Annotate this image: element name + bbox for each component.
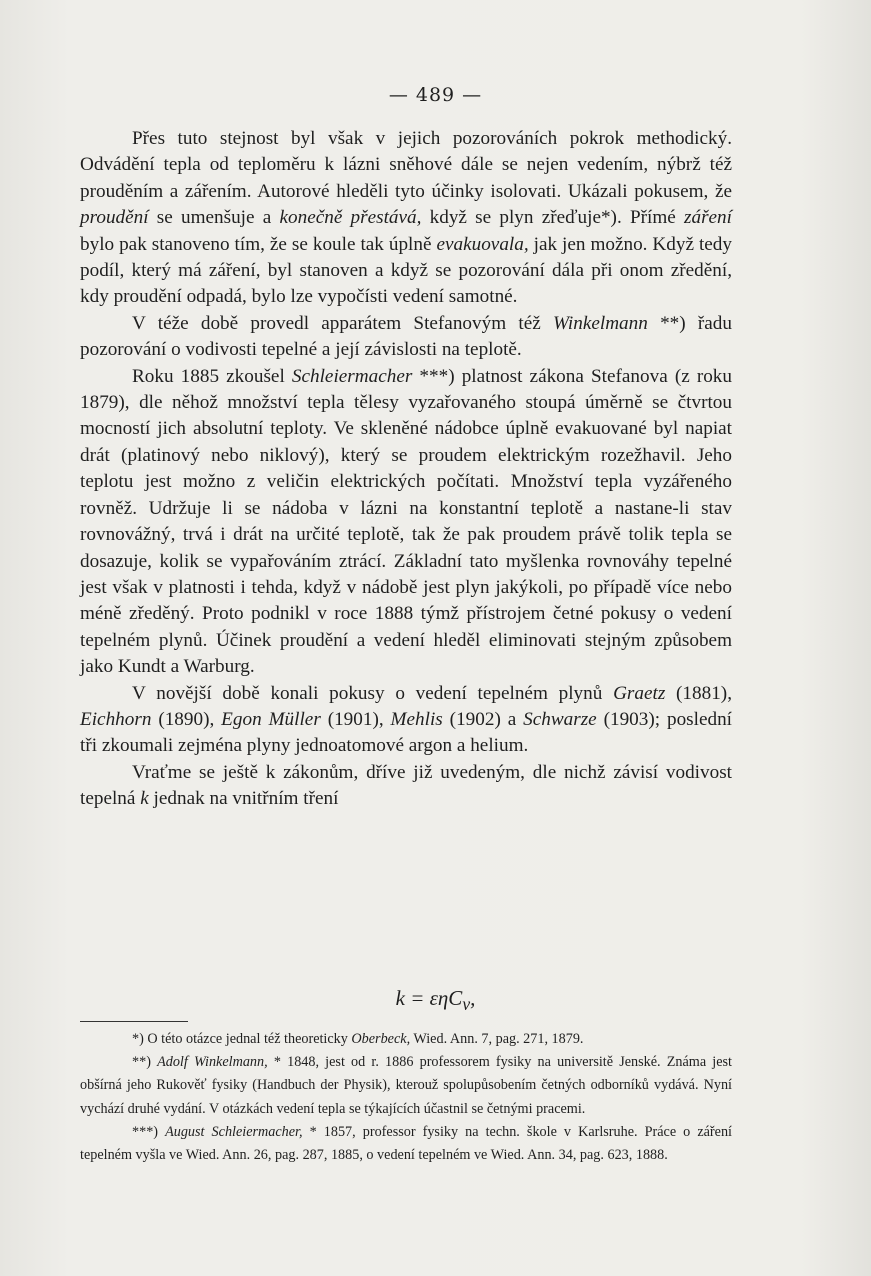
italic-text: Graetz [613, 682, 666, 704]
formula-subscript: v [462, 994, 471, 1015]
text-run: jak jen možno. Když tedy podíl, který má záření, byl stanoven a když se pozorování dála při onom zředění, kdy proudění odpadá, bylo lze vypočísti vedení samotné. [80, 233, 732, 308]
text-run: jednak na vnitřním tření [148, 788, 339, 810]
italic-text: Adolf Winkelmann, [157, 1054, 268, 1071]
body-text [80, 126, 732, 813]
text-run: (1902) a [442, 708, 524, 730]
formula [0, 986, 871, 1015]
text-run: **) řadu pozorování o vodivosti tepelné a její závislosti na teplotě. [80, 312, 732, 361]
italic-text: proudění [80, 207, 149, 229]
text-run: (1881), [665, 682, 732, 704]
footnote-divider [80, 1021, 188, 1022]
formula-main: k = εηC [395, 986, 463, 1010]
text-run: V novější době konali pokusy o vedení tepelném plynů [132, 682, 614, 704]
footnotes [80, 1028, 732, 1167]
italic-text: k [140, 788, 149, 810]
footnote [80, 1121, 732, 1167]
page-number: — 489 — [388, 84, 483, 106]
paragraph [80, 681, 732, 760]
italic-text: Eichhorn [80, 708, 152, 730]
text-run: Roku 1885 zkoušel [132, 365, 292, 387]
text-run: (1903); poslední tři zkoumali zejména plyny jednoatomové argon a helium. [80, 708, 733, 757]
text-run: **) [132, 1054, 158, 1071]
text-run: V téže době provedl apparátem Stefanovým též [132, 312, 553, 334]
formula-suffix: , [470, 986, 476, 1010]
italic-text: Schleiermacher [291, 365, 413, 387]
text-run: ***) platnost zákona Stefanova (z roku 1879), dle něhož množství tepla tělesy vyzařovaného stoupá úměrně se čtvrtou mocností jich absolutní teploty. Ve skleněné nádobce úplně evakuované byl napiat drát (platinový nebo niklový), který se proudem elektrickým rozežhavil. Jeho teplotu jest možno z veličin elektrických počítati. Množství tepla vyzářeného rovněž. Udržuje li se nádoba v lázni na konstantní teplotě a nastane-li stav rovnovážný, trvá i drát na určité teplotě, tak že pak proudem právě tolik tepla se dosazuje, kolik se vypařováním ztrácí. Základní tato myšlenka rovnováhy tepelné jest však v platnosti i tehda, když v nádobě jest plyn jakýkoli, po případě více nebo méně zředěný. Proto podnikl v roce 1888 týmž přístrojem četné pokusy o vedení tepelném plynů. Účinek proudění a vedení hleděl eliminovati stejným způsobem jako Kundt a Warburg. [80, 365, 732, 678]
paragraph [80, 126, 732, 311]
italic-text: August Schleiermacher, [165, 1123, 303, 1140]
text-run: Vraťme se ještě k zákonům, dříve již uvedeným, dle nichž závisí vodivost tepelná [80, 761, 732, 810]
italic-text: záření [684, 207, 732, 229]
paragraph [80, 311, 732, 364]
italic-text: Egon Müller [221, 708, 321, 730]
text-run: když se plyn zřeďuje*). Přímé [421, 207, 685, 229]
paragraph [80, 760, 732, 813]
italic-text: evakuovala, [436, 233, 529, 255]
italic-text: Oberbeck, [351, 1031, 411, 1047]
text-run: Wied. Ann. 7, pag. 271, 1879. [410, 1031, 584, 1047]
text-run: (1890), [151, 708, 222, 730]
italic-text: Mehlis [390, 708, 443, 730]
text-run: Přes tuto stejnost byl však v jejich pozorováních pokrok methodický. Odvádění tepla od teploměru k lázni sněhové dále se nejen vedením, nýbrž též prouděním a zářením. Autorové hleděli tyto účinky isolovati. Ukázali pokusem, že [80, 128, 732, 202]
italic-text: konečně přestává, [279, 207, 422, 229]
text-run: *) O této otázce jednal též theoreticky [132, 1031, 352, 1047]
text-run: ***) [132, 1123, 166, 1140]
text-run: (1901), [320, 708, 391, 730]
footnote [80, 1028, 732, 1051]
footnote [80, 1051, 732, 1121]
text-run: * 1848, jest od r. 1886 professorem fysiky na universitě Jenské. Známa jest obšírná jeho Rukověť fysiky (Handbuch der Physik), kterouž spolupůsobením četných odborníků vydává. Nyní vychází druhé vydání. V otázkách vedení tepla se týkajících účastnil se četnými pracemi. [80, 1054, 732, 1117]
italic-text: Winkelmann [552, 312, 648, 334]
text-run: * 1857, professor fysiky na techn. škole v Karlsruhe. Práce o záření tepelném vyšla ve Wied. Ann. 26, pag. 287, 1885, o vedení tepelném ve Wied. Ann. 34, pag. 623, 1888. [80, 1123, 732, 1164]
text-run: bylo pak stanoveno tím, že se koule tak úplně [80, 233, 437, 255]
text-run: se umenšuje a [148, 207, 280, 229]
paragraph [80, 364, 732, 681]
italic-text: Schwarze [523, 708, 597, 730]
